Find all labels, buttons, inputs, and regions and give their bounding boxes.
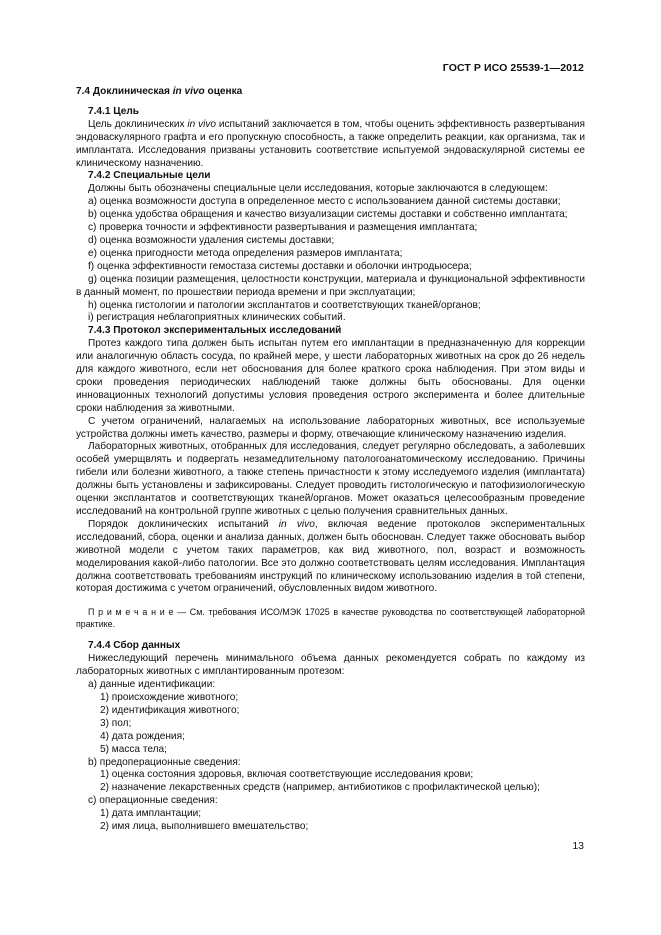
section-7-4-4-title: 7.4.4 Сбор данных — [88, 640, 181, 652]
section-7-4-title: 7.4 Доклиническая in vivo оценка — [76, 86, 243, 97]
section-7-4-3-paragraph-3: Лабораторных животных, отобранных для исследования, следует регулярно обследовать, а заболевших особей умерщвлять и подвергать незамедлительному патологоанатомическому исследованию. Причины гибели или болезни животного, а также степень причастности к этому исследуемого изделия (имплантата) должны быть установлены и зафиксированы. Следует проводить гистологическую и патофизиологическую оценки эксплантатов и соответствующих тканей/органов. Может оказаться целесообразным проведение исследований на контрольной группе животных с целью получения сравнительных данных. — [76, 441, 585, 517]
document-id-header: ГОСТ Р ИСО 25539-1—2012 — [442, 62, 584, 74]
list-item: a) оценка возможности доступа в определенное место с использованием данной системы доставки; — [88, 196, 561, 208]
list-item: f) оценка эффективности гемостаза системы доставки и оболочки интродьюсера; — [88, 260, 472, 272]
list-item: b) оценка удобства обращения и качество визуализации системы доставки и собственно имплантата; — [88, 209, 568, 221]
list-item: d) оценка возможности удаления системы доставки; — [88, 234, 335, 246]
list-group-label: b) предоперационные сведения: — [88, 756, 241, 768]
section-7-4-3-paragraph-4: Порядок доклинических испытаний in vivo, включая ведение протоколов экспериментальных исследований, сбора, оценки и анализа данных, должен быть обоснован. Следует также обосновать выбор животной модели с учетом таких параметров, как вид животного, пол, возраст и возможность моделирования какой-либо патологии. Все это должно соответствовать целям исследования. Имплантация должна соответствовать требованиям инструкций по клиническому использованию изделия в той степени, которая достижима с учетом ограничений, обусловленных видом животного. — [76, 518, 585, 595]
note — [76, 606, 585, 630]
list-item: e) оценка пригодности метода определения размеров имплантата; — [88, 247, 403, 259]
list-item: 5) масса тела; — [100, 743, 167, 755]
section-7-4-3-title: 7.4.3 Протокол экспериментальных исследований — [88, 325, 342, 337]
list-item: 1) происхождение животного; — [100, 691, 239, 703]
list-item: 3) пол; — [100, 717, 132, 729]
list-item: i) регистрация неблагоприятных клинических событий. — [88, 312, 346, 324]
list-item: g) оценка позиции размещения, целостности конструкции, материала и функциональной эффективности в данный момент, по прошествии периода времени и при эксплуатации; — [76, 273, 585, 298]
section-7-4-1-title: 7.4.1 Цель — [88, 105, 139, 117]
list-group-label: c) операционные сведения: — [88, 795, 218, 807]
list-item: c) проверка точности и эффективности развертывания и размещения имплантата; — [88, 222, 478, 234]
section-7-4-3-paragraph-2: С учетом ограничений, налагаемых на использование лабораторных животных, все используемые устройства должны иметь качество, размеры и форму, отвечающие клиническому назначению изделия. — [76, 415, 585, 440]
section-7-4-2-intro: Должны быть обозначены специальные цели исследования, которые заключаются в следующем: — [88, 183, 548, 195]
section-7-4-2-title: 7.4.2 Специальные цели — [88, 170, 211, 182]
list-item: h) оценка гистологии и патологии эксплантатов и соответствующих тканей/органов; — [88, 299, 481, 311]
section-7-4-4-intro: Нижеследующий перечень минимального объема данных рекомендуется собрать по каждому из лабораторных животных с имплантированным протезом: — [76, 653, 585, 678]
list-group-label: a) данные идентификации: — [88, 679, 216, 691]
page-number: 13 — [572, 840, 584, 852]
page-content — [76, 86, 585, 834]
list-item: 1) дата имплантации; — [100, 808, 202, 820]
list-item: 4) дата рождения; — [100, 730, 185, 742]
list-item: 2) имя лица, выполнившего вмешательство; — [100, 821, 309, 833]
list-item: 2) идентификация животного; — [100, 704, 240, 716]
list-item: 2) назначение лекарственных средств (например, антибиотиков с профилактической целью); — [100, 782, 540, 794]
section-7-4-1-text: Цель доклинических in vivo испытаний заключается в том, чтобы оценить эффективность развертывания эндоваскулярного графта и его пропускную способность, а также определить реакции, как организма, так и имплантата. Исследования призваны установить соответствие испытуемой эндоваскулярной системы ее клиническому назначению. — [76, 118, 585, 169]
note-label: П р и м е ч а н и е — [88, 607, 174, 618]
list-item: 1) оценка состояния здоровья, включая соответствующие исследования крови; — [100, 769, 474, 781]
note-text: — См. требования ИСО/МЭК 17025 в качестве руководства по соответствующей лабораторной практике. — [76, 607, 585, 630]
section-7-4-3-paragraph-1: Протез каждого типа должен быть испытан путем его имплантации в предназначенную для коррекции или аналогичную область сосуда, по крайней мере, у шести лабораторных животных на срок до 26 недель для каждого животного, если нет обоснования для более краткого срока наблюдения. При этом виды и сроки проведения периодических наблюдений также должны быть обоснованы. Для оценки инновационных технологий допустимы условия проведения острого эксперимента и более длительные сроки наблюдения за животными. — [76, 338, 585, 414]
